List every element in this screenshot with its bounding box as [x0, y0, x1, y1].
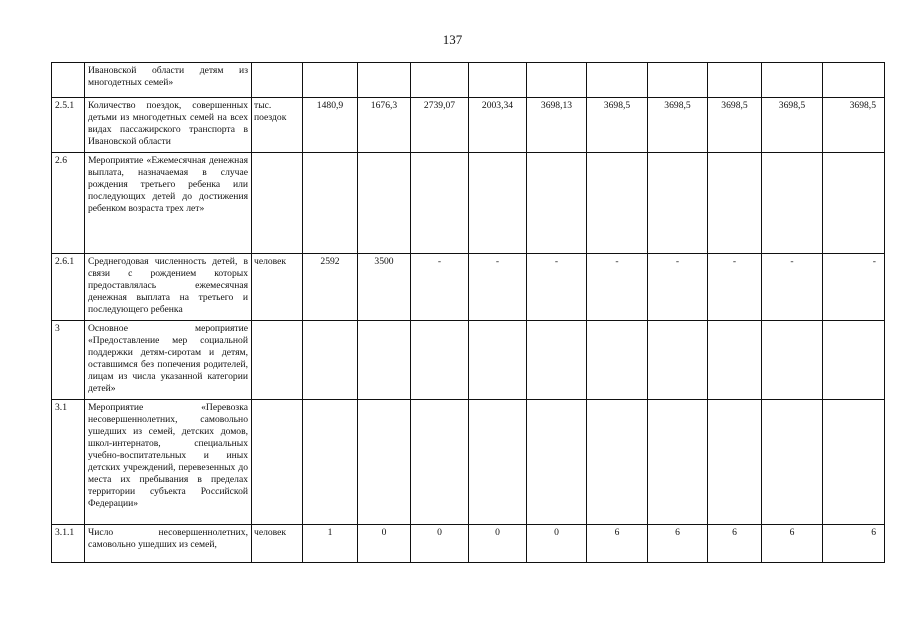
row-name-cell: Мероприятие «Перевозка несовершеннолетних, самовольно ушедших из семей, детских домов, школ-интернатов, специальных учебно-воспитательных и иных детских учреждений, перевезенных до места их пребывания в пределах территории субъекта Российской Федерации»	[85, 400, 252, 525]
row-value-cell	[587, 153, 648, 254]
row-value-cell	[469, 153, 527, 254]
row-value-cell: 0	[527, 525, 587, 563]
row-value-cell	[469, 321, 527, 400]
row-value-cell: 6	[762, 525, 823, 563]
row-value-cell	[303, 400, 358, 525]
row-value-cell: 0	[358, 525, 411, 563]
row-value-cell	[411, 321, 469, 400]
row-value-cell	[762, 321, 823, 400]
row-value-cell	[823, 153, 885, 254]
row-unit-cell	[252, 63, 303, 98]
row-value-cell	[469, 400, 527, 525]
row-value-cell: 3698,5	[762, 98, 823, 153]
row-value-cell: 6	[648, 525, 708, 563]
row-value-cell: 1480,9	[303, 98, 358, 153]
table-row	[52, 400, 885, 525]
row-value-cell	[708, 321, 762, 400]
row-value-cell	[587, 321, 648, 400]
row-value-cell	[648, 321, 708, 400]
page-number: 137	[442, 32, 463, 47]
row-value-cell	[303, 63, 358, 98]
row-unit-cell	[252, 153, 303, 254]
row-value-cell	[708, 400, 762, 525]
row-value-cell	[762, 153, 823, 254]
row-value-cell	[823, 63, 885, 98]
row-unit-cell: человек	[252, 525, 303, 563]
row-value-cell: 6	[587, 525, 648, 563]
row-value-cell: -	[762, 254, 823, 321]
row-value-cell: 0	[469, 525, 527, 563]
row-value-cell	[823, 321, 885, 400]
table-row	[52, 525, 885, 563]
row-value-cell	[708, 153, 762, 254]
row-value-cell	[411, 63, 469, 98]
row-value-cell: -	[469, 254, 527, 321]
row-value-cell	[762, 63, 823, 98]
row-code-cell: 2.6	[52, 153, 85, 254]
row-value-cell: 3698,5	[648, 98, 708, 153]
row-unit-cell: человек	[252, 254, 303, 321]
row-value-cell: -	[823, 254, 885, 321]
row-value-cell: 2592	[303, 254, 358, 321]
row-value-cell	[358, 400, 411, 525]
row-name-cell: Число несовершеннолетних, самовольно ушедших из семей,	[85, 525, 252, 563]
row-name-cell: Ивановской области детям из многодетных семей»	[85, 63, 252, 98]
table-row	[52, 321, 885, 400]
row-value-cell: 2003,34	[469, 98, 527, 153]
row-code-cell	[52, 63, 85, 98]
row-value-cell: 1	[303, 525, 358, 563]
row-value-cell	[358, 153, 411, 254]
row-value-cell	[303, 153, 358, 254]
row-value-cell	[648, 63, 708, 98]
row-value-cell	[708, 63, 762, 98]
row-value-cell	[527, 400, 587, 525]
row-value-cell: 1676,3	[358, 98, 411, 153]
row-unit-cell	[252, 400, 303, 525]
row-code-cell: 3	[52, 321, 85, 400]
row-value-cell	[411, 153, 469, 254]
row-value-cell: 3698,5	[708, 98, 762, 153]
indicators-table	[51, 62, 885, 563]
row-value-cell: 6	[823, 525, 885, 563]
row-value-cell	[587, 400, 648, 525]
row-value-cell: -	[527, 254, 587, 321]
row-name-cell: Количество поездок, совершенных детьми из многодетных семей на всех видах пассажирского транспорта в Ивановской области	[85, 98, 252, 153]
row-name-cell: Среднегодовая численность детей, в связи с рождением которых предоставлялась ежемесячная денежная выплата на третьего и последующего ребенка	[85, 254, 252, 321]
row-value-cell	[358, 63, 411, 98]
row-code-cell: 3.1	[52, 400, 85, 525]
row-value-cell: 6	[708, 525, 762, 563]
table-row	[52, 98, 885, 153]
table-body	[52, 63, 885, 563]
row-value-cell	[587, 63, 648, 98]
row-value-cell: 3698,5	[587, 98, 648, 153]
row-name-cell: Мероприятие «Ежемесячная денежная выплата, назначаемая в случае рождения третьего ребенка или последующих детей до достижения ребенком возраста трех лет»	[85, 153, 252, 254]
table-row	[52, 254, 885, 321]
row-value-cell: 0	[411, 525, 469, 563]
row-code-cell: 3.1.1	[52, 525, 85, 563]
row-code-cell: 2.6.1	[52, 254, 85, 321]
row-value-cell: 3698,13	[527, 98, 587, 153]
row-value-cell	[469, 63, 527, 98]
row-value-cell: -	[587, 254, 648, 321]
row-value-cell	[648, 153, 708, 254]
row-value-cell	[823, 400, 885, 525]
row-value-cell	[411, 400, 469, 525]
row-value-cell: 3698,5	[823, 98, 885, 153]
row-value-cell: -	[411, 254, 469, 321]
row-value-cell: 3500	[358, 254, 411, 321]
row-value-cell: 2739,07	[411, 98, 469, 153]
row-value-cell	[527, 63, 587, 98]
row-value-cell	[358, 321, 411, 400]
table-row	[52, 63, 885, 98]
row-code-cell: 2.5.1	[52, 98, 85, 153]
row-value-cell	[527, 153, 587, 254]
row-unit-cell	[252, 321, 303, 400]
row-value-cell: -	[648, 254, 708, 321]
row-name-cell: Основное мероприятие «Предоставление мер социальной поддержки детям-сиротам и детям, оставшимся без попечения родителей, лицам из числа указанной категории детей»	[85, 321, 252, 400]
row-value-cell	[648, 400, 708, 525]
table-row	[52, 153, 885, 254]
row-value-cell: -	[708, 254, 762, 321]
row-value-cell	[303, 321, 358, 400]
row-value-cell	[762, 400, 823, 525]
row-unit-cell: тыс. поездок	[252, 98, 303, 153]
row-value-cell	[527, 321, 587, 400]
